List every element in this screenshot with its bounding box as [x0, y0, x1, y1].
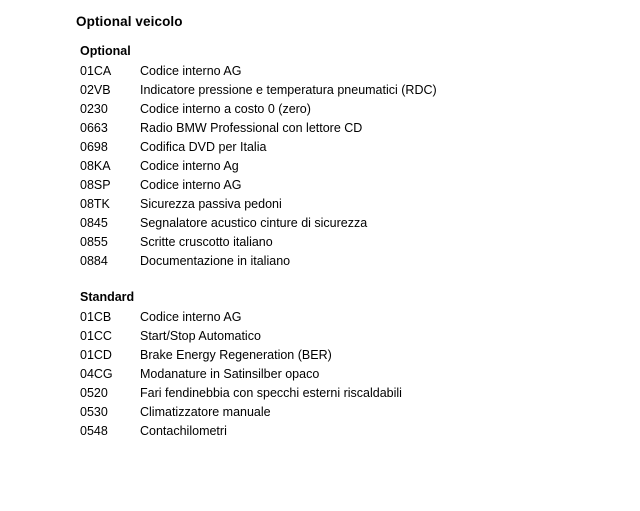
option-code: 01CA: [80, 64, 112, 78]
option-description: Modanature in Satinsilber opaco: [140, 367, 320, 381]
option-code: 0698: [80, 140, 108, 154]
list-item: [80, 62, 437, 81]
list-item: [80, 252, 437, 271]
option-description: Codice interno AG: [140, 310, 242, 324]
option-code: 0520: [80, 386, 108, 400]
optional-heading: Optional: [80, 44, 131, 58]
standard-section: [80, 289, 402, 441]
option-description: Codice interno Ag: [140, 159, 239, 173]
option-description: Scritte cruscotto italiano: [140, 235, 273, 249]
option-description: Segnalatore acustico cinture di sicurezza: [140, 216, 368, 230]
list-item: [80, 346, 402, 365]
list-item: [80, 81, 437, 100]
list-item: [80, 214, 437, 233]
list-item: [80, 403, 402, 422]
option-description: Radio BMW Professional con lettore CD: [140, 121, 363, 135]
list-item: [80, 308, 402, 327]
option-code: 04CG: [80, 367, 113, 381]
option-code: 08KA: [80, 159, 111, 173]
option-code: 0230: [80, 102, 108, 116]
option-code: 0663: [80, 121, 108, 135]
option-code: 0845: [80, 216, 108, 230]
option-code: 0530: [80, 405, 108, 419]
option-description: Sicurezza passiva pedoni: [140, 197, 282, 211]
list-item: [80, 195, 437, 214]
list-item: [80, 327, 402, 346]
option-code: 0884: [80, 254, 108, 268]
document-title: Optional veicolo: [76, 14, 183, 29]
option-description: Brake Energy Regeneration (BER): [140, 348, 332, 362]
list-item: [80, 384, 402, 403]
list-item: [80, 119, 437, 138]
option-code: 01CB: [80, 310, 112, 324]
standard-heading: Standard: [80, 290, 135, 304]
list-item: [80, 138, 437, 157]
option-description: Codice interno AG: [140, 178, 242, 192]
option-code: 0855: [80, 235, 108, 249]
list-item: [80, 100, 437, 119]
option-description: Codice interno a costo 0 (zero): [140, 102, 311, 116]
list-item: [80, 365, 402, 384]
option-description: Contachilometri: [140, 424, 227, 438]
option-code: 02VB: [80, 83, 111, 97]
option-description: Start/Stop Automatico: [140, 329, 261, 343]
option-code: 08SP: [80, 178, 111, 192]
option-description: Climatizzatore manuale: [140, 405, 271, 419]
option-description: Codice interno AG: [140, 64, 242, 78]
option-description: Fari fendinebbia con specchi esterni riscaldabili: [140, 386, 402, 400]
option-code: 0548: [80, 424, 108, 438]
option-code: 01CC: [80, 329, 112, 343]
list-item: [80, 422, 402, 441]
standard-list: [80, 308, 402, 441]
option-code: 01CD: [80, 348, 112, 362]
list-item: [80, 157, 437, 176]
option-description: Indicatore pressione e temperatura pneumatici (RDC): [140, 83, 437, 97]
optional-section: [80, 43, 437, 271]
option-description: Documentazione in italiano: [140, 254, 291, 268]
list-item: [80, 233, 437, 252]
option-code: 08TK: [80, 197, 110, 211]
optional-list: [80, 62, 437, 271]
list-item: [80, 176, 437, 195]
option-description: Codifica DVD per Italia: [140, 140, 267, 154]
